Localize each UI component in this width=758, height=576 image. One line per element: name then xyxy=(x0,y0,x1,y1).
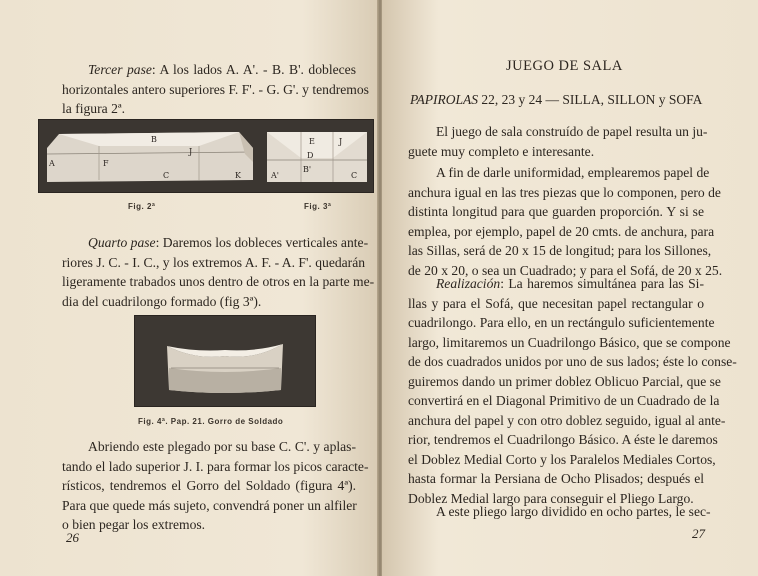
text-line: emplea, por ejemplo, papel de 20 cmts. de anchura, para xyxy=(408,223,715,239)
text-line: de dos cuadrados unidos por uno de sus lados; éste lo conse- xyxy=(408,354,737,369)
text-line: la figura 2ª. xyxy=(62,101,126,116)
right-paragraph-2 xyxy=(408,163,723,280)
text-line xyxy=(408,274,704,294)
fig-label: J xyxy=(189,147,193,156)
text-fragment: : La haremos simultánea para las Si- xyxy=(500,276,704,291)
right-page xyxy=(382,0,758,576)
chapter-title: JUEGO DE SALA xyxy=(506,58,623,74)
text-line: Doblez Medial largo para conseguir el Pliego Largo. xyxy=(408,490,694,506)
text-fragment: : Daremos los dobleces verticales ante- xyxy=(155,235,369,250)
text-line: A fin de darle uniformidad, emplearemos papel de xyxy=(436,165,710,180)
left-paragraph-2 xyxy=(62,233,375,311)
text-line: largo, limitaremos un Cuadrilongo Básico, que se compone xyxy=(408,334,731,350)
fig-label: C xyxy=(351,171,358,180)
fig-label: F xyxy=(103,159,109,168)
left-page xyxy=(0,0,378,576)
text-line: Para que quede más sujeto, convendrá poner un alfiler xyxy=(62,497,357,513)
text-line: cuadrilongo. Para ello, en un rectángulo suficientemente xyxy=(408,315,715,330)
text-line: de 20 x 20, o sea un Cuadrado; y para el Sofá, de 20 x 25. xyxy=(408,262,723,278)
fig-label: J xyxy=(339,137,343,146)
fig-label: B xyxy=(151,135,157,144)
text-line: convertirá en el Diagonal Primitivo de un Cuadrado de la xyxy=(408,393,720,408)
fig-label: K xyxy=(235,171,241,180)
text-fragment: 22, 23 y 24 — SILLA, SILLON y SOFA xyxy=(478,92,703,107)
left-paragraph-1 xyxy=(62,60,369,119)
fig-label: A xyxy=(49,159,55,168)
text-line: guete muy completo e interesante. xyxy=(408,143,595,159)
section-label: Quarto pase xyxy=(88,235,156,250)
text-line: o bien pegar los extremos. xyxy=(62,517,206,532)
text-line xyxy=(62,233,369,253)
page-number-right: 27 xyxy=(692,526,705,541)
fig-2-caption: Fig. 2ª xyxy=(128,202,156,211)
text-line: el Doblez Medial Corto y los Paralelos Mediales Cortos, xyxy=(408,451,716,467)
text-line: distinta longitud para que guarden proporción. Y si se xyxy=(408,204,704,219)
soldier-hat-illustration xyxy=(135,316,315,406)
text-fragment: : A los lados A. A'. - B. B'. dobleces xyxy=(151,62,356,77)
fig-3-caption: Fig. 3ª xyxy=(304,202,332,211)
text-line: A este pliego largo dividido en ocho partes, le sec- xyxy=(436,504,711,519)
text-line: El juego de sala construído de papel resulta un ju- xyxy=(436,124,708,139)
text-line: hasta formar la Persiana de Ocho Plisados; después el xyxy=(408,471,704,486)
text-line xyxy=(62,60,356,80)
right-paragraph-4 xyxy=(408,502,711,522)
fig-label: E xyxy=(309,137,315,146)
fig-label: D xyxy=(307,151,314,160)
text-line: las Sillas, será de 20 x 15 de longitud; para los Sillones, xyxy=(408,243,712,258)
section-label: Tercer pase xyxy=(88,62,152,77)
left-paragraph-3 xyxy=(62,437,369,535)
text-line: horizontales antero superiores F. F'. - G. G'. y tendremos xyxy=(62,81,369,97)
text-line: anchura del papel y con otro doblez seguido, igual al ante- xyxy=(408,412,726,428)
figure-2-3-photo xyxy=(38,119,374,193)
fig-label: A' xyxy=(271,171,279,180)
text-line: Abriendo este plegado por su base C. C'. y aplas- xyxy=(88,439,356,454)
text-line: rísticos, tendremos el Gorro del Soldado (figura 4ª). xyxy=(62,478,356,493)
section-label: PAPIROLAS xyxy=(410,92,478,107)
right-paragraph-3 xyxy=(408,274,737,508)
text-line: anchura igual en las tres piezas que lo componen, pero de xyxy=(408,184,721,200)
fig-4-caption: Fig. 4ª. Pap. 21. Gorro de Soldado xyxy=(138,417,284,426)
text-line: ligeramente trabados unos dentro de otros en la parte me- xyxy=(62,274,375,289)
page-number-left: 26 xyxy=(66,530,79,545)
figure-4-photo xyxy=(134,315,316,407)
text-line: tando el lado superior J. I. para formar los picos caracte- xyxy=(62,458,369,474)
text-line: dia del cuadrilongo formado (fig 3ª). xyxy=(62,293,262,309)
chapter-subtitle xyxy=(410,92,702,108)
text-line: guiremos dando un primer doblez Oblicuo Parcial, que se xyxy=(408,373,721,389)
section-label: Realización xyxy=(436,276,501,291)
fold-illustration xyxy=(39,120,373,192)
text-line: rior, tendremos el Cuadrilongo Básico. A éste le daremos xyxy=(408,432,718,447)
text-line: riores J. C. - I. C., y los extremos A. F. - A. F'. quedarán xyxy=(62,254,366,270)
text-line: llas y para el Sofá, que necesitan papel rectangular o xyxy=(408,295,704,311)
right-paragraph-1 xyxy=(408,122,708,161)
fig-label: C xyxy=(163,171,170,180)
fig-label: B' xyxy=(303,165,312,174)
